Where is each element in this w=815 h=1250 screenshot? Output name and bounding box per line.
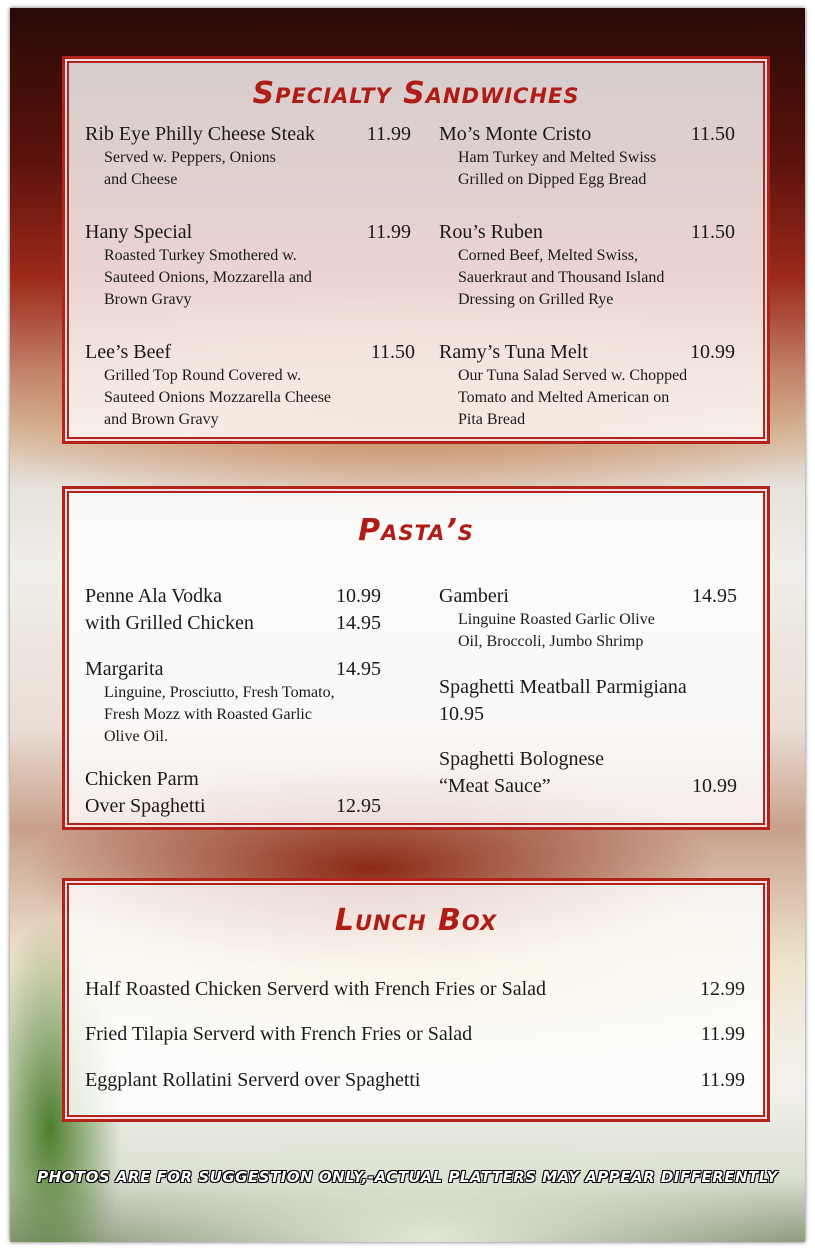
item-name: Mo’s Monte Cristo xyxy=(439,123,592,145)
item-desc: Olive Oil. xyxy=(104,728,168,745)
pastas-panel xyxy=(62,486,770,830)
item-desc: and Brown Gravy xyxy=(104,411,219,428)
lunch-item-price: 12.99 xyxy=(700,978,745,1000)
item-name: Chicken Parm xyxy=(85,768,199,790)
item-desc: Corned Beef, Melted Swiss, xyxy=(458,247,638,264)
sandwiches-panel xyxy=(62,56,770,444)
lunch-box-panel xyxy=(62,878,770,1122)
item-name: Rib Eye Philly Cheese Steak xyxy=(85,123,315,145)
item-name: with Grilled Chicken xyxy=(85,612,254,634)
item-name: Margarita xyxy=(85,658,164,680)
item-name: “Meat Sauce” xyxy=(439,775,551,797)
item-desc: Served w. Peppers, Onions xyxy=(104,149,276,166)
lunch-item-name: Eggplant Rollatini Serverd over Spaghetti xyxy=(85,1069,421,1091)
item-desc: Ham Turkey and Melted Swiss xyxy=(458,149,657,166)
item-price: 11.99 xyxy=(366,123,411,145)
item-desc: Tomato and Melted American on xyxy=(458,389,670,406)
item-desc: Pita Bread xyxy=(458,411,526,428)
item-desc: Oil, Broccoli, Jumbo Shrimp xyxy=(458,633,644,650)
item-price: 11.50 xyxy=(690,123,735,145)
menu-page xyxy=(10,8,805,1242)
lunch-item-price: 11.99 xyxy=(700,1023,745,1045)
item-price: 10.99 xyxy=(690,341,735,363)
sandwiches-title: Specialty Sandwiches xyxy=(252,76,580,111)
item-name: Lee’s Beef xyxy=(85,341,172,363)
item-desc: Sauteed Onions, Mozzarella and xyxy=(104,269,312,286)
item-name: Rou’s Ruben xyxy=(439,221,543,243)
item-name: Hany Special xyxy=(85,221,193,243)
item-desc: Brown Gravy xyxy=(104,291,192,308)
item-price: 14.95 xyxy=(336,612,381,634)
menu-item xyxy=(85,767,385,819)
menu-item xyxy=(85,220,415,311)
item-price: 12.95 xyxy=(336,795,381,817)
disclaimer-footer: PHOTOS ARE FOR SUGGESTION ONLY,-ACTUAL PLATTERS MAY APPEAR DIFFERENTLY xyxy=(37,1168,778,1186)
item-desc: Dressing on Grilled Rye xyxy=(458,291,614,308)
menu-item xyxy=(85,584,385,636)
pastas-title: Pasta’s xyxy=(358,513,474,548)
item-price: 10.99 xyxy=(336,585,381,607)
item-price: 11.99 xyxy=(366,221,411,243)
item-desc: Roasted Turkey Smothered w. xyxy=(104,247,297,264)
menu-item xyxy=(439,584,737,653)
menu-item xyxy=(85,340,415,431)
menu-item xyxy=(439,747,737,799)
item-name: Over Spaghetti xyxy=(85,795,206,817)
item-name: Spaghetti Bolognese xyxy=(439,748,604,770)
item-desc: Grilled Top Round Covered w. xyxy=(104,367,302,384)
item-desc: Fresh Mozz with Roasted Garlic xyxy=(104,706,312,723)
item-desc: Our Tuna Salad Served w. Chopped xyxy=(458,367,688,384)
item-desc: Sauteed Onions Mozzarella Cheese xyxy=(104,389,332,406)
menu-item xyxy=(439,122,735,191)
menu-item xyxy=(439,675,749,727)
menu-item xyxy=(85,657,385,748)
item-price: 11.50 xyxy=(370,341,415,363)
item-price: 11.50 xyxy=(690,221,735,243)
menu-item xyxy=(85,122,415,191)
item-price: 10.99 xyxy=(692,775,737,797)
item-desc: Sauerkraut and Thousand Island xyxy=(458,269,665,286)
lunch-item-name: Half Roasted Chicken Serverd with French Fries or Salad xyxy=(85,978,547,1000)
lunch-box-title: Lunch Box xyxy=(334,903,498,938)
menu-item xyxy=(439,340,735,431)
menu-item xyxy=(439,220,735,311)
item-name: Ramy’s Tuna Melt xyxy=(439,341,588,363)
item-desc: and Cheese xyxy=(104,171,178,188)
item-desc: Linguine, Prosciutto, Fresh Tomato, xyxy=(104,684,335,701)
lunch-item-name: Fried Tilapia Serverd with French Fries or Salad xyxy=(85,1023,473,1045)
item-name: Penne Ala Vodka xyxy=(85,585,223,607)
lunch-item-price: 11.99 xyxy=(700,1069,745,1091)
item-desc: Linguine Roasted Garlic Olive xyxy=(458,611,655,628)
item-name: Gamberi xyxy=(439,585,509,607)
item-price: 14.95 xyxy=(336,658,381,680)
item-price: 10.95 xyxy=(439,703,484,725)
item-desc: Grilled on Dipped Egg Bread xyxy=(458,171,647,188)
item-name: Spaghetti Meatball Parmigiana xyxy=(439,676,687,698)
item-price: 14.95 xyxy=(692,585,737,607)
